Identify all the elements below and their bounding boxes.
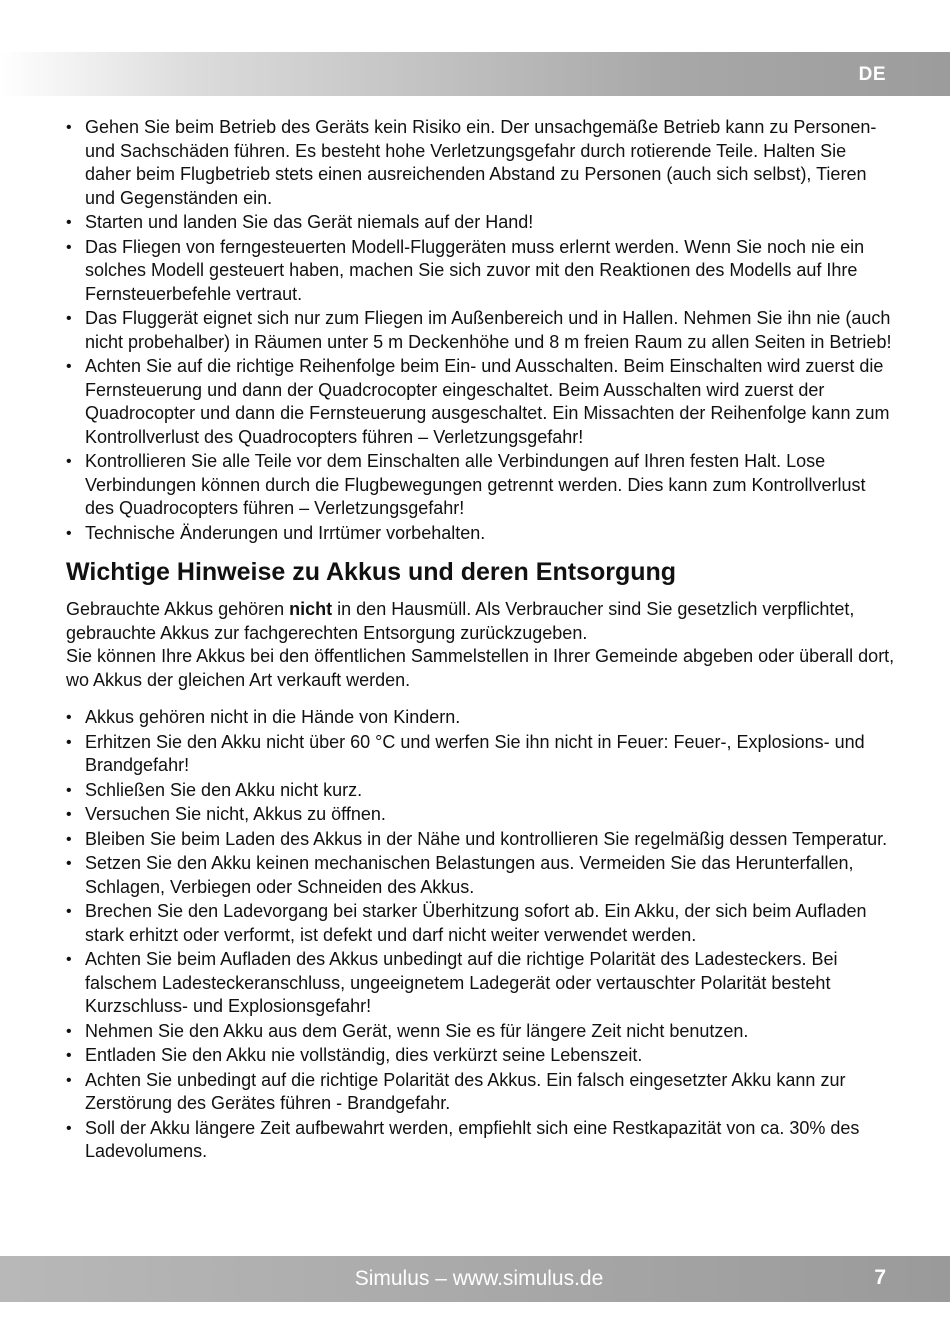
list-item: • Nehmen Sie den Akku aus dem Gerät, wenn Sie es für längere Zeit nicht benutzen. <box>66 1020 896 1044</box>
list-item: • Entladen Sie den Akku nie vollständig, dies verkürzt seine Lebenszeit. <box>66 1044 896 1068</box>
footer-website: Simulus – www.simulus.de <box>354 1267 604 1290</box>
list-item: • Das Fliegen von ferngesteuerten Modell-Fluggeräten muss erlernt werden. Wenn Sie noch nie ein solches Modell gesteuert haben, machen Sie sich zuvor mit den Reaktionen des Modells auf Ihre Fernsteuerbefehle vertraut. <box>66 236 896 307</box>
list-item: • Brechen Sie den Ladevorgang bei starker Überhitzung sofort ab. Ein Akku, der sich beim Aufladen stark erhitzt oder verformt, ist defekt und darf nicht weiter verwendet werden. <box>66 900 896 947</box>
battery-intro <box>66 598 896 692</box>
list-item: • Technische Änderungen und Irrtümer vorbehalten. <box>66 522 896 546</box>
page-content <box>66 116 896 1165</box>
list-item: • Erhitzen Sie den Akku nicht über 60 °C und werfen Sie ihn nicht in Feuer: Feuer-, Explosions- und Brandgefahr! <box>66 731 896 778</box>
list-item: • Setzen Sie den Akku keinen mechanischen Belastungen aus. Vermeiden Sie das Herunterfallen, Schlagen, Verbiegen oder Schneiden des Akkus. <box>66 852 896 899</box>
battery-list <box>66 706 896 1164</box>
page-number: 7 <box>874 1266 886 1289</box>
list-item: • Versuchen Sie nicht, Akkus zu öffnen. <box>66 803 896 827</box>
list-item: • Achten Sie auf die richtige Reihenfolge beim Ein- und Ausschalten. Beim Einschalten wird zuerst die Fernsteuerung und dann der Quadcrocopter eingeschaltet. Beim Ausschalten wird zuerst der Quadrocopter und dann die Fernsteuerung ausgeschaltet. Ein Missachten der Reihenfolge kann zum Kontrollverlust des Quadrocopters führen – Verletzungsgefahr! <box>66 355 896 449</box>
list-item: • Starten und landen Sie das Gerät niemals auf der Hand! <box>66 211 896 235</box>
intro-bold-text: nicht <box>289 599 333 619</box>
list-item: • Kontrollieren Sie alle Teile vor dem Einschalten alle Verbindungen auf Ihren festen Halt. Lose Verbindungen können durch die Flugbewegungen getrennt werden. Dies kann zum Kontrollverlust des Quadrocopters führen – Verletzungsgefahr! <box>66 450 896 521</box>
section-heading: Wichtige Hinweise zu Akkus und deren Entsorgung <box>66 558 677 586</box>
header-bar <box>0 52 950 96</box>
list-item: • Das Fluggerät eignet sich nur zum Fliegen im Außenbereich und in Hallen. Nehmen Sie ihn nie (auch nicht probehalber) in Räumen unter 5 m Deckenhöhe und 8 m freien Raum zu allen Seiten in Betrieb! <box>66 307 896 354</box>
safety-list <box>66 116 896 545</box>
list-item: • Bleiben Sie beim Laden des Akkus in der Nähe und kontrollieren Sie regelmäßig dessen Temperatur. <box>66 828 896 852</box>
intro-text: in den Hausmüll. Als Verbraucher sind Sie gesetzlich verpflichtet, gebrauchte Akkus zur fachgerechten Entsorgung zurückzugeben. <box>66 599 855 643</box>
footer-bar <box>0 1256 950 1302</box>
list-item: • Achten Sie unbedingt auf die richtige Polarität des Akkus. Ein falsch eingesetzter Akku kann zur Zerstörung des Gerätes führen - Brandgefahr. <box>66 1069 896 1116</box>
list-item: • Akkus gehören nicht in die Hände von Kindern. <box>66 706 896 730</box>
language-code: DE <box>858 64 886 85</box>
list-item: • Schließen Sie den Akku nicht kurz. <box>66 779 896 803</box>
list-item: • Achten Sie beim Aufladen des Akkus unbedingt auf die richtige Polarität des Ladesteckers. Bei falschem Ladesteckeranschluss, ungeeignetem Ladegerät oder vertauschter Polarität besteht Kurzschluss- und Explosionsgefahr! <box>66 948 896 1019</box>
intro-text: Gebrauchte Akkus gehören <box>66 599 290 619</box>
list-item: • Gehen Sie beim Betrieb des Geräts kein Risiko ein. Der unsachgemäße Betrieb kann zu Personen- und Sachschäden führen. Es besteht hohe Verletzungsgefahr durch rotierende Teile. Halten Sie daher beim Flugbetrieb stets einen ausreichenden Abstand zu Personen (auch sich selbst), Tieren und Gegenständen ein. <box>66 116 896 210</box>
intro-paragraph: Sie können Ihre Akkus bei den öffentlichen Sammelstellen in Ihrer Gemeinde abgeben oder überall dort, wo Akkus der gleichen Art verkauft werden. <box>66 646 895 690</box>
intro-paragraph <box>66 598 896 645</box>
list-item: • Soll der Akku längere Zeit aufbewahrt werden, empfiehlt sich eine Restkapazität von ca. 30% des Ladevolumens. <box>66 1117 896 1164</box>
